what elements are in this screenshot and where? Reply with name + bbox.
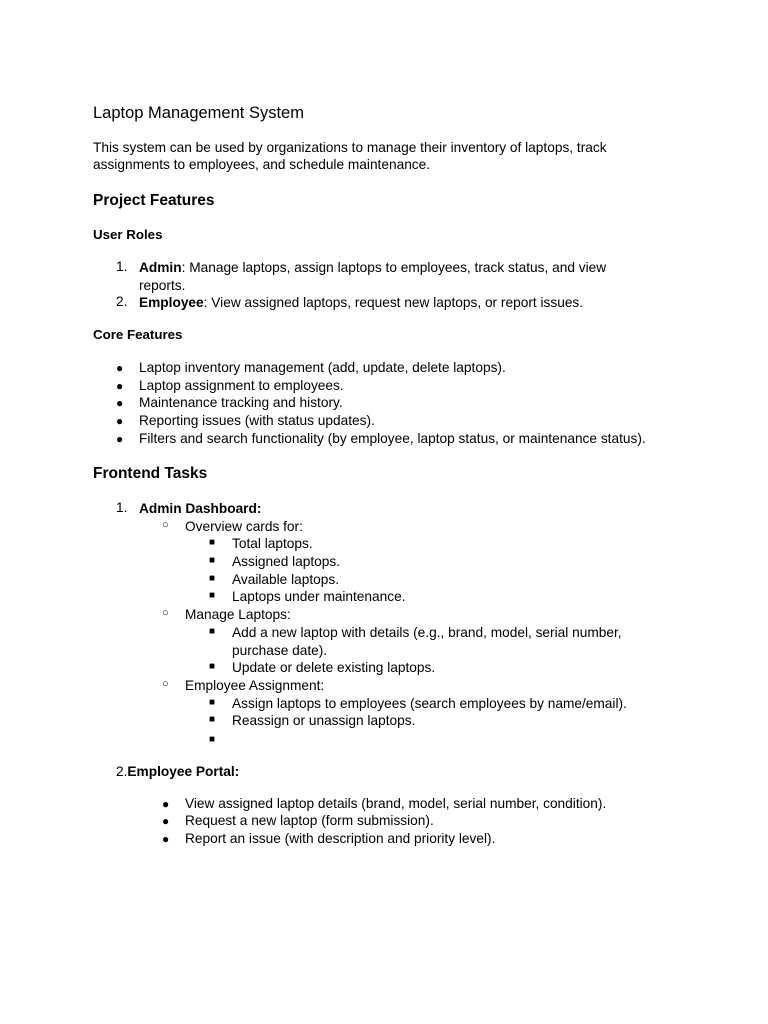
role-description-cont: reports. — [139, 278, 186, 293]
square-bullet-icon: ■ — [209, 697, 216, 708]
list-item-cont: purchase date). — [232, 643, 328, 658]
square-bullet-icon: ■ — [209, 714, 216, 725]
assignment-label: Employee Assignment: — [185, 678, 325, 693]
list-item: Total laptops. — [232, 536, 313, 551]
list-item: Assign laptops to employees (search employees by name/email). — [232, 696, 627, 711]
list-item: Update or delete existing laptops. — [232, 660, 436, 675]
list-item: Add a new laptop with details (e.g., brand, model, serial number, — [232, 625, 622, 640]
list-item: Laptop assignment to employees. — [139, 378, 344, 393]
employee-portal-title: Employee Portal: — [127, 764, 240, 779]
list-item — [139, 294, 583, 312]
square-bullet-icon: ■ — [209, 573, 216, 584]
intro-line-1: This system can be used by organizations to manage their inventory of laptops, track — [93, 140, 607, 155]
overview-label: Overview cards for: — [185, 519, 303, 534]
list-item: Request a new laptop (form submission). — [185, 813, 434, 828]
role-description: : Manage laptops, assign laptops to employees, track status, and view — [181, 260, 607, 275]
employee-portal-heading — [116, 763, 239, 781]
list-item: Laptops under maintenance. — [232, 589, 406, 604]
core-features-heading: Core Features — [93, 327, 183, 342]
list-item: Report an issue (with description and priority level). — [185, 831, 496, 846]
list-marker: 2. — [116, 294, 128, 309]
circle-bullet-icon: ○ — [162, 678, 169, 690]
list-marker: 2. — [116, 764, 128, 779]
bullet-icon: ● — [162, 814, 170, 828]
bullet-icon: ● — [162, 797, 170, 811]
admin-dashboard-title: Admin Dashboard: — [139, 501, 262, 516]
user-roles-heading: User Roles — [93, 227, 163, 242]
role-description: : View assigned laptops, request new laptops, or report issues. — [203, 295, 584, 310]
role-term: Employee — [139, 295, 204, 310]
list-item: Assigned laptops. — [232, 554, 341, 569]
bullet-icon: ● — [116, 414, 124, 428]
bullet-icon: ● — [162, 832, 170, 846]
intro-line-2: assignments to employees, and schedule maintenance. — [93, 157, 431, 172]
frontend-heading: Frontend Tasks — [93, 465, 208, 482]
square-bullet-icon: ■ — [209, 661, 216, 672]
bullet-icon: ● — [116, 432, 124, 446]
square-bullet-icon: ■ — [209, 590, 216, 601]
square-bullet-icon: ■ — [209, 555, 216, 566]
list-item: Available laptops. — [232, 572, 340, 587]
square-bullet-icon: ■ — [209, 537, 216, 548]
features-heading: Project Features — [93, 192, 215, 209]
circle-bullet-icon: ○ — [162, 519, 169, 531]
manage-label: Manage Laptops: — [185, 607, 291, 622]
list-item: View assigned laptop details (brand, model, serial number, condition). — [185, 796, 607, 811]
list-item: Filters and search functionality (by employee, laptop status, or maintenance status). — [139, 431, 646, 446]
list-marker: 1. — [116, 500, 128, 515]
role-term: Admin — [139, 260, 182, 275]
list-item: Reporting issues (with status updates). — [139, 413, 375, 428]
list-item: Reassign or unassign laptops. — [232, 713, 416, 728]
square-bullet-icon: ■ — [209, 734, 216, 745]
bullet-icon: ● — [116, 379, 124, 393]
circle-bullet-icon: ○ — [162, 607, 169, 619]
bullet-icon: ● — [116, 361, 124, 375]
bullet-icon: ● — [116, 396, 124, 410]
list-item: Maintenance tracking and history. — [139, 395, 343, 410]
list-item: Laptop inventory management (add, update, delete laptops). — [139, 360, 506, 375]
square-bullet-icon: ■ — [209, 626, 216, 637]
document-title: Laptop Management System — [93, 104, 304, 122]
list-marker: 1. — [116, 259, 128, 274]
list-item — [139, 259, 606, 277]
